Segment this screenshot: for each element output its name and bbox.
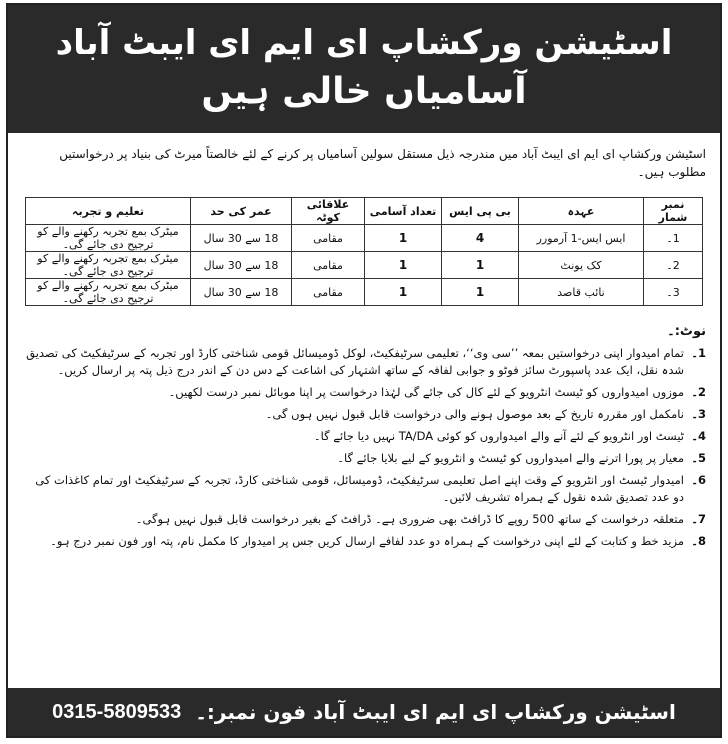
note-number: 8۔ (691, 534, 706, 548)
note-text: موزوں امیدواروں کو ٹیسٹ انٹرویو کے لئے کال کی جائے گی لہٰذا درخواست پر اپنا موبائل نمبر درست لکھیں۔ (168, 385, 684, 399)
note-text: معیار پر پورا اترنے والے امیدواروں کو ٹیسٹ و انٹرویو کے لیے بلایا جائے گا۔ (337, 451, 684, 465)
page-subtitle: آسامیاں خالی ہیں (201, 71, 527, 112)
note-text: متعلقہ درخواست کے ساتھ 500 روپے کا ڈرافٹ بھی ضروری ہے۔ ڈرافٹ کے بغیر درخواست قابل قبول نہیں ہوگی۔ (135, 512, 684, 526)
cell-vacancies: 1 (365, 279, 442, 306)
table-row (26, 279, 703, 306)
list-item (22, 472, 706, 506)
cell-age: 18 سے 30 سال (191, 225, 292, 252)
intro-text: اسٹیشن ورکشاپ ای ایم ای ایبٹ آباد میں مندرجہ ذیل مستقل سولین آسامیاں پر کرنے کے لئے خالصتاً میرٹ کی بنیاد پر درخواستیں مطلوب ہیں۔ (59, 147, 706, 179)
list-item (22, 428, 706, 445)
cell-quota: مقامی (292, 225, 365, 252)
footer-banner (8, 688, 720, 736)
list-item (22, 345, 706, 379)
list-item (22, 450, 706, 467)
footer-address: اسٹیشن ورکشاپ ای ایم ای ایبٹ آباد فون نمبر:۔ (195, 700, 676, 724)
note-text: مزید خط و کتابت کے لئے اپنی درخواست کے ہمراہ دو عدد لفافے ارسال کریں جس پر امیدوار کا مکمل نام، پتہ اور فون نمبر درج ہو۔ (50, 534, 684, 548)
cell-vacancies: 1 (365, 225, 442, 252)
note-text: امیدوار ٹیسٹ اور انٹرویو کے وقت اپنے اصل تعلیمی سرٹیفکیٹ، ڈومیسائل، قومی شناختی کارڈ، تجربہ کے سرٹیفکیٹ اور تمام کاغذات کی دو عدد تصدیق شدہ نقول کے ہمراہ تشریف لائیں۔ (35, 473, 684, 504)
col-bps: بی پی ایس (442, 198, 519, 225)
note-number: 3۔ (691, 407, 706, 421)
col-education: تعلیم و تجربہ (26, 198, 191, 225)
advertisement-page (6, 3, 722, 738)
cell-bps: 1 (442, 252, 519, 279)
cell-education: میٹرک بمع تجربہ رکھنے والے کو ترجیح دی جائے گی۔ (26, 279, 191, 306)
notes-section (8, 324, 720, 550)
list-item (22, 533, 706, 550)
cell-education: میٹرک بمع تجربہ رکھنے والے کو ترجیح دی جائے گی۔ (26, 252, 191, 279)
cell-post: کک یونٹ (519, 252, 644, 279)
table-row (26, 225, 703, 252)
cell-quota: مقامی (292, 252, 365, 279)
col-vacancies: تعداد آسامی (365, 198, 442, 225)
col-serial: نمبر شمار (644, 198, 703, 225)
list-item (22, 406, 706, 423)
note-number: 1۔ (691, 346, 706, 360)
page-title: اسٹیشن ورکشاپ ای ایم ای ایبٹ آباد (55, 23, 673, 63)
note-number: 5۔ (691, 451, 706, 465)
list-item (22, 511, 706, 528)
cell-quota: مقامی (292, 279, 365, 306)
notes-title: نوٹ:۔ (667, 324, 706, 339)
note-number: 7۔ (691, 512, 706, 526)
table-header-row (26, 198, 703, 225)
phone-number: 0315-5809533 (52, 700, 182, 723)
note-number: 6۔ (691, 473, 706, 487)
cell-age: 18 سے 30 سال (191, 252, 292, 279)
table-row (26, 252, 703, 279)
header-banner (8, 5, 720, 133)
note-number: 2۔ (691, 385, 706, 399)
cell-bps: 1 (442, 279, 519, 306)
note-text: تمام امیدوار اپنی درخواستیں بمعہ ’’سی وی‘‘، تعلیمی سرٹیفکیٹ، لوکل ڈومیسائل قومی شناختی کارڈ اور تجربہ کے سرٹیفکیٹ کی تصدیق شدہ نقل، ایک عدد پاسپورٹ سائز فوٹو و جوابی لفافہ کے ساتھ اشتہار کی اشاعت کے دس دن کے اندر درج ذیل پتہ پر ارسال کریں۔ (26, 346, 684, 377)
cell-post: نائب قاصد (519, 279, 644, 306)
col-post: عہدہ (519, 198, 644, 225)
col-age: عمر کی حد (191, 198, 292, 225)
col-quota: علاقائی کوٹہ (292, 198, 365, 225)
cell-serial: 2۔ (644, 252, 703, 279)
list-item (22, 384, 706, 401)
cell-bps: 4 (442, 225, 519, 252)
note-number: 4۔ (691, 429, 706, 443)
cell-serial: 3۔ (644, 279, 703, 306)
cell-age: 18 سے 30 سال (191, 279, 292, 306)
cell-serial: 1۔ (644, 225, 703, 252)
note-text: ٹیسٹ اور انٹرویو کے لئے آنے والے امیدواروں کو کوئی TA/DA نہیں دیا جائے گا۔ (313, 429, 684, 443)
cell-education: میٹرک بمع تجربہ رکھنے والے کو ترجیح دی جائے گی۔ (26, 225, 191, 252)
cell-vacancies: 1 (365, 252, 442, 279)
cell-post: ایس ایس-1 آرمورر (519, 225, 644, 252)
note-text: نامکمل اور مقررہ تاریخ کے بعد موصول ہونے والی درخواست قابل قبول نہیں ہوں گی۔ (265, 407, 684, 421)
vacancy-table (25, 197, 703, 306)
